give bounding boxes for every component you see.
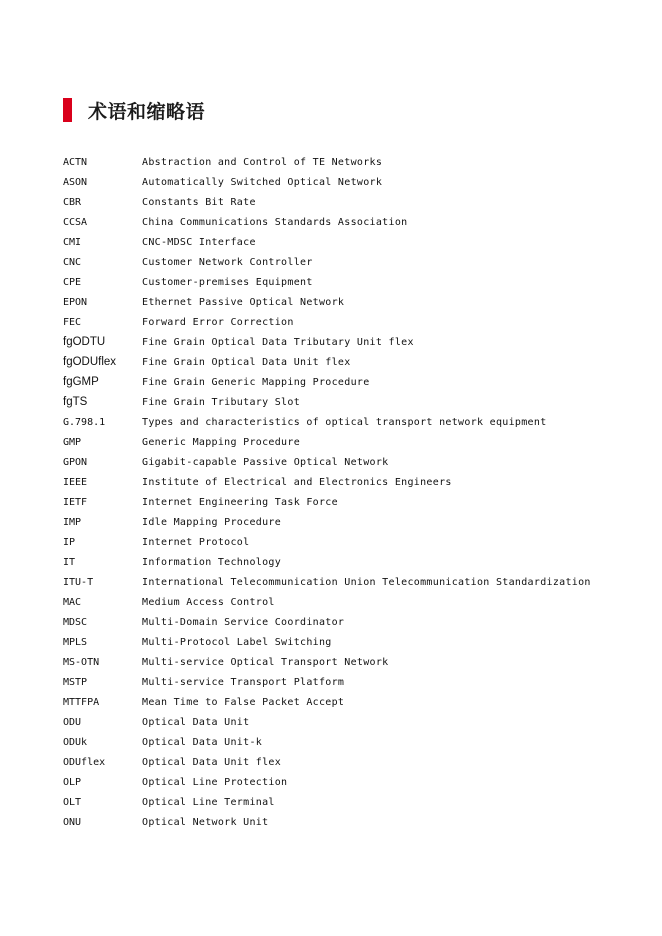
glossary-term: CMI xyxy=(63,236,82,248)
glossary-definition: Optical Data Unit-k xyxy=(142,736,263,748)
glossary-term: fgGMP xyxy=(63,376,99,388)
glossary-term: ASON xyxy=(63,176,88,188)
glossary-definition: Customer-premises Equipment xyxy=(142,276,313,288)
glossary-definition: Generic Mapping Procedure xyxy=(142,436,301,448)
glossary-term: MTTFPA xyxy=(63,696,100,708)
glossary-definition: Optical Data Unit xyxy=(142,716,250,728)
glossary-row xyxy=(63,512,643,532)
glossary-term: IP xyxy=(63,536,76,548)
glossary-term: IMP xyxy=(63,516,82,528)
glossary-term: ODUk xyxy=(63,736,88,748)
glossary-definition: Fine Grain Optical Data Tributary Unit flex xyxy=(142,336,414,348)
glossary-row xyxy=(63,752,643,772)
glossary-row xyxy=(63,352,643,372)
glossary-row xyxy=(63,732,643,752)
glossary-row xyxy=(63,492,643,512)
glossary-definition: Automatically Switched Optical Network xyxy=(142,176,383,188)
glossary-row xyxy=(63,292,643,312)
glossary-row xyxy=(63,192,643,212)
glossary-term: FEC xyxy=(63,316,82,328)
glossary-term: MSTP xyxy=(63,676,88,688)
glossary-term: GMP xyxy=(63,436,82,448)
glossary-term: CPE xyxy=(63,276,82,288)
glossary-definition: Optical Line Protection xyxy=(142,776,288,788)
glossary-definition: Fine Grain Generic Mapping Procedure xyxy=(142,376,370,388)
glossary-row xyxy=(63,532,643,552)
glossary-row xyxy=(63,712,643,732)
glossary-term: IEEE xyxy=(63,476,88,488)
glossary-row xyxy=(63,452,643,472)
glossary-term: ITU-T xyxy=(63,576,94,588)
glossary-term: ACTN xyxy=(63,156,88,168)
glossary-term: fgTS xyxy=(63,396,88,408)
glossary-definition: Optical Line Terminal xyxy=(142,796,275,808)
glossary-row xyxy=(63,372,643,392)
section-title: 术语和缩略语 xyxy=(88,100,206,123)
glossary-term: IT xyxy=(63,556,76,568)
glossary-row xyxy=(63,552,643,572)
glossary-definition: Internet Protocol xyxy=(142,536,250,548)
glossary-row xyxy=(63,612,643,632)
glossary-term: MAC xyxy=(63,596,82,608)
glossary-definition: Medium Access Control xyxy=(142,596,275,608)
glossary-row xyxy=(63,392,643,412)
glossary-row xyxy=(63,672,643,692)
glossary-definition: Mean Time to False Packet Accept xyxy=(142,696,345,708)
glossary-term: ODUflex xyxy=(63,756,106,768)
glossary-row xyxy=(63,152,643,172)
glossary-term: ODU xyxy=(63,716,82,728)
glossary-term: GPON xyxy=(63,456,88,468)
glossary-row xyxy=(63,692,643,712)
glossary-term: OLP xyxy=(63,776,82,788)
glossary-definition: Institute of Electrical and Electronics Engineers xyxy=(142,476,452,488)
glossary-definition: Fine Grain Optical Data Unit flex xyxy=(142,356,351,368)
glossary-term: ONU xyxy=(63,816,82,828)
glossary-term: G.798.1 xyxy=(63,416,106,428)
glossary-term: fgODTU xyxy=(63,336,106,348)
glossary-definition: Internet Engineering Task Force xyxy=(142,496,338,508)
glossary-definition: Multi-service Optical Transport Network xyxy=(142,656,389,668)
glossary-definition: Customer Network Controller xyxy=(142,256,313,268)
heading-accent-bar xyxy=(63,98,72,122)
glossary-term: MS-OTN xyxy=(63,656,100,668)
glossary-row xyxy=(63,652,643,672)
glossary-definition: CNC-MDSC Interface xyxy=(142,236,256,248)
glossary-row xyxy=(63,272,643,292)
glossary-definition: Multi-service Transport Platform xyxy=(142,676,345,688)
glossary-term: MDSC xyxy=(63,616,88,628)
glossary-term: CCSA xyxy=(63,216,88,228)
glossary-term: OLT xyxy=(63,796,82,808)
glossary-row xyxy=(63,312,643,332)
glossary-row xyxy=(63,572,643,592)
glossary-row xyxy=(63,212,643,232)
glossary-definition: Ethernet Passive Optical Network xyxy=(142,296,345,308)
glossary-definition: Abstraction and Control of TE Networks xyxy=(142,156,383,168)
glossary-term: EPON xyxy=(63,296,88,308)
glossary-definition: Optical Data Unit flex xyxy=(142,756,282,768)
glossary-definition: International Telecommunication Union Telecommunication Standardization xyxy=(142,576,591,588)
glossary-term: fgODUflex xyxy=(63,356,117,368)
glossary-definition: Forward Error Correction xyxy=(142,316,294,328)
glossary-list xyxy=(63,152,643,832)
glossary-row xyxy=(63,252,643,272)
glossary-row xyxy=(63,432,643,452)
glossary-term: CBR xyxy=(63,196,82,208)
glossary-definition: Multi-Domain Service Coordinator xyxy=(142,616,345,628)
glossary-row xyxy=(63,332,643,352)
glossary-row xyxy=(63,412,643,432)
glossary-row xyxy=(63,592,643,612)
glossary-row xyxy=(63,772,643,792)
glossary-term: CNC xyxy=(63,256,82,268)
glossary-definition: China Communications Standards Association xyxy=(142,216,408,228)
glossary-row xyxy=(63,632,643,652)
glossary-definition: Idle Mapping Procedure xyxy=(142,516,282,528)
section-heading xyxy=(63,96,205,124)
glossary-definition: Optical Network Unit xyxy=(142,816,269,828)
glossary-row xyxy=(63,172,643,192)
glossary-definition: Multi-Protocol Label Switching xyxy=(142,636,332,648)
glossary-row xyxy=(63,812,643,832)
glossary-definition: Fine Grain Tributary Slot xyxy=(142,396,301,408)
glossary-term: MPLS xyxy=(63,636,88,648)
glossary-term: IETF xyxy=(63,496,88,508)
glossary-definition: Gigabit-capable Passive Optical Network xyxy=(142,456,389,468)
glossary-definition: Information Technology xyxy=(142,556,282,568)
glossary-definition: Types and characteristics of optical transport network equipment xyxy=(142,416,547,428)
glossary-definition: Constants Bit Rate xyxy=(142,196,256,208)
glossary-row xyxy=(63,472,643,492)
glossary-row xyxy=(63,232,643,252)
glossary-row xyxy=(63,792,643,812)
